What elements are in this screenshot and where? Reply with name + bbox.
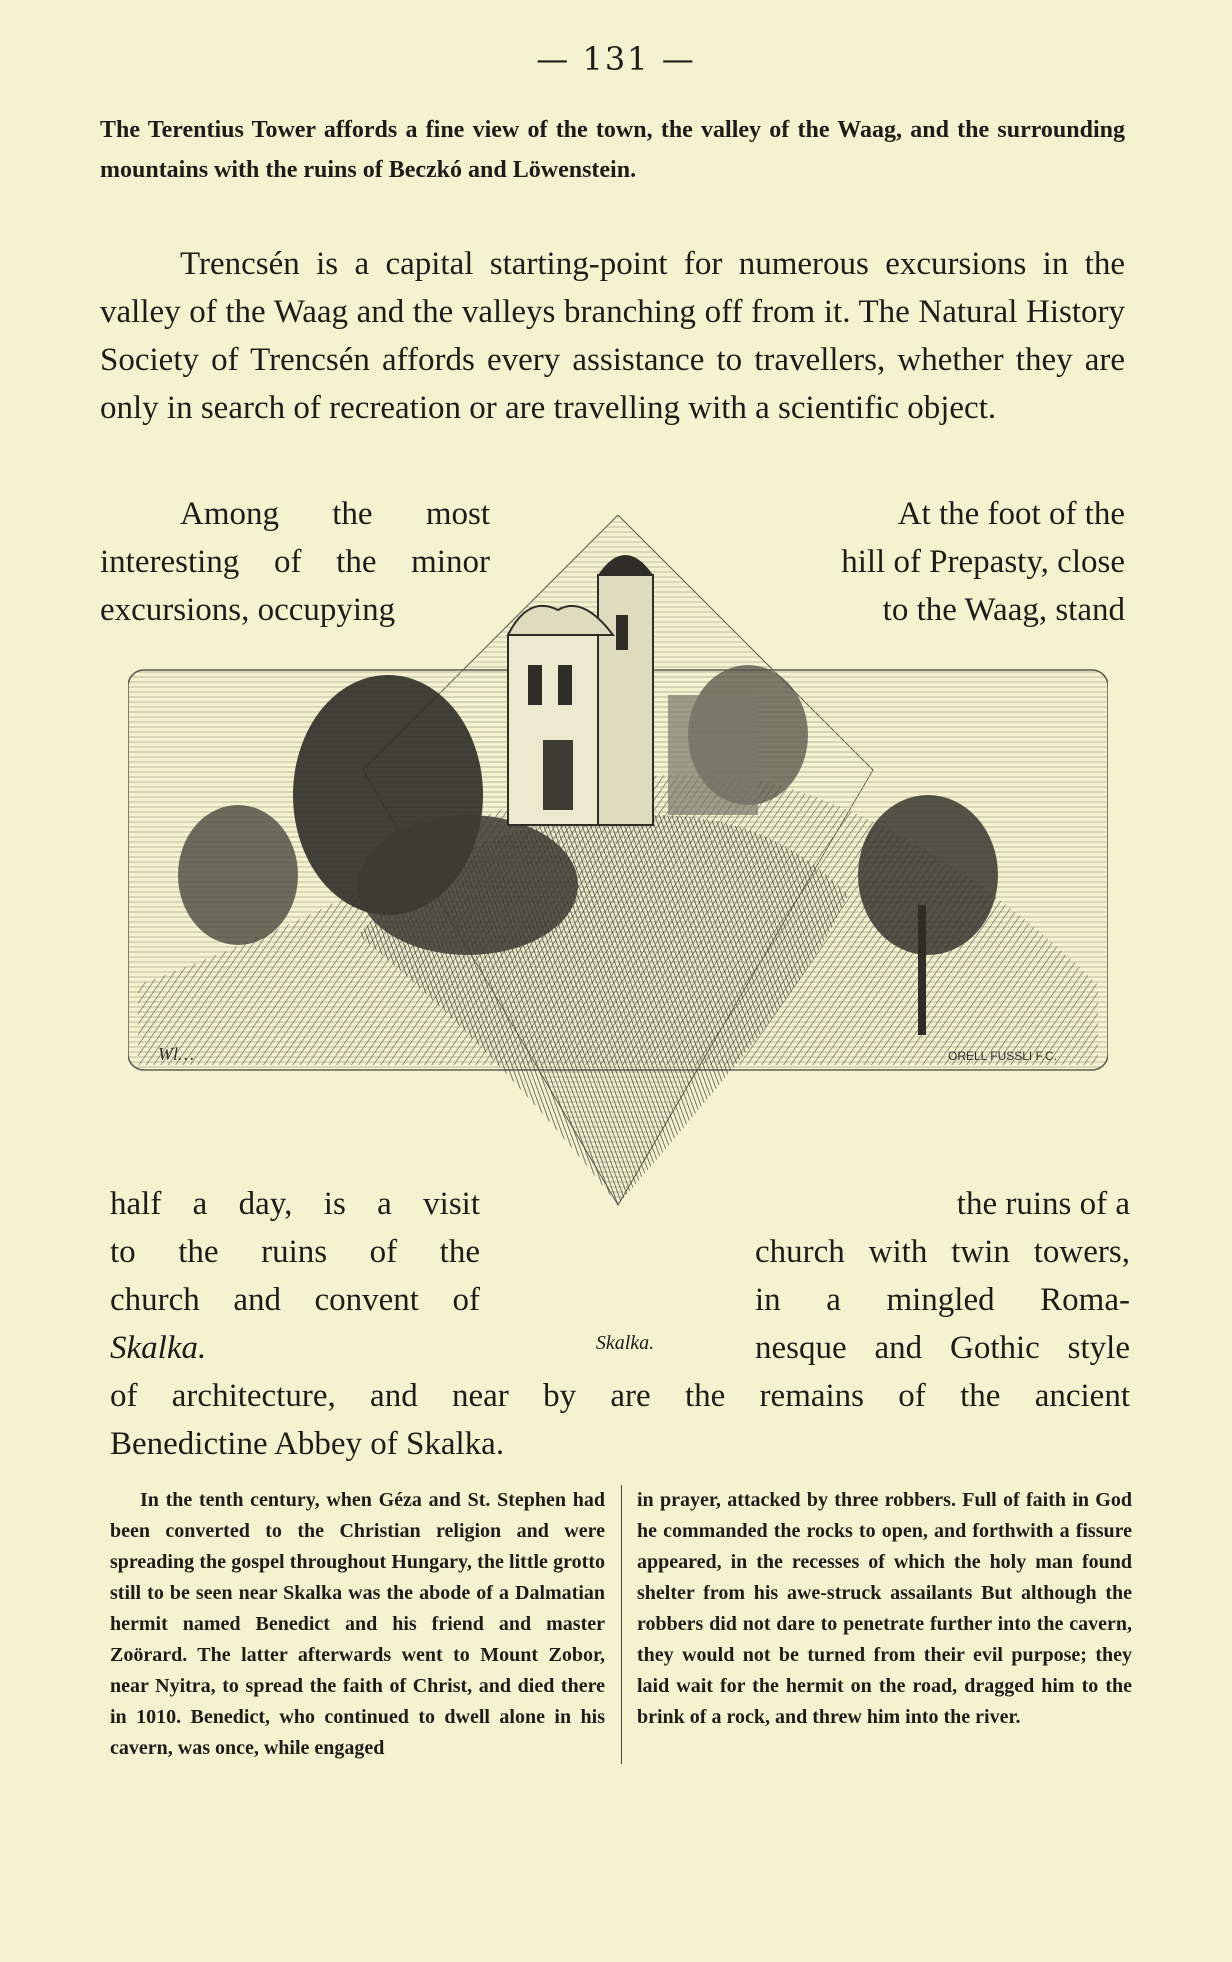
wrap-text-bottom-left (110, 1180, 480, 1372)
wrap-line: Among the most (180, 496, 490, 532)
wrap-text-bottom-right (755, 1180, 1130, 1372)
tail-paragraph (110, 1372, 1130, 1468)
wrap-line: in a mingled Roma- (755, 1282, 1130, 1318)
wrap-line-italic: Skalka. (110, 1330, 207, 1366)
column-divider (621, 1485, 622, 1764)
tail-line: Benedictine Abbey of Skalka. (110, 1426, 505, 1462)
tail-line: of architecture, and near by are the remains of the ancient (110, 1378, 1130, 1414)
wrap-line: interesting of the minor (100, 544, 490, 580)
footnote-column-right: in prayer, attacked by three robbers. Full of faith in God he commanded the rocks to open, and forthwith a fissure appeared, in the recesses of which the holy man found shelter from his awe-struck assailants But although the robbers did not dare to penetrate further into the cavern, they would not be turned from their evil purpose; they laid wait for the hermit on the road, dragged him to the brink of a rock, and threw him into the river. (637, 1489, 1132, 1728)
wrap-line: nesque and Gothic style (755, 1330, 1130, 1366)
engraver-signature-left: Wl… (158, 1044, 194, 1064)
wrap-line: to the Waag, stand (882, 592, 1125, 628)
footnote-columns (110, 1485, 1132, 1764)
footnote-column-left: In the tenth century, when Géza and St. Stephen had been converted to the Christian religion and were spreading the gospel throughout Hungary, the little grotto still to be seen near Skalka was the abode of a Dalmatian hermit named Benedict and his friend and master Zoörard. The latter afterwards went to Mount Zobor, near Nyitra, to spread the faith of Christ, and died there in 1010. Benedict, who continued to dwell alone in his cavern, was once, while engaged (110, 1489, 605, 1759)
skalka-church-engraving (128, 515, 1108, 1215)
page-number: — 131 — (536, 40, 696, 78)
wrap-line: church and convent of (110, 1282, 480, 1318)
wrap-line: to the ruins of the (110, 1234, 480, 1270)
wrap-line: excursions, occupying (100, 592, 396, 628)
wrap-line: At the foot of the (897, 496, 1125, 532)
wrap-line: hill of Prepasty, close (841, 544, 1125, 580)
wrap-line: half a day, is a visit (110, 1186, 480, 1222)
illustration-caption: Skalka. (595, 1332, 655, 1354)
engraver-signature-right: ORELL FUSSLI F.C. (948, 1049, 1057, 1063)
main-paragraph: Trencsén is a capital starting-point for numerous excursions in the valley of the Waag and the valleys branching off from it. The Natural History Society of Trencsén affords every assistance to travellers, whether they are only in search of recreation or are travelling with a scientific object. (100, 246, 1125, 426)
wrap-line: church with twin towers, (755, 1234, 1130, 1270)
intro-paragraph: The Terentius Tower affords a fine view of the town, the valley of the Waag, and the surrounding mountains with the ruins of Beczkó and Löwenstein. (100, 117, 1125, 183)
wrap-line: the ruins of a (956, 1186, 1130, 1222)
